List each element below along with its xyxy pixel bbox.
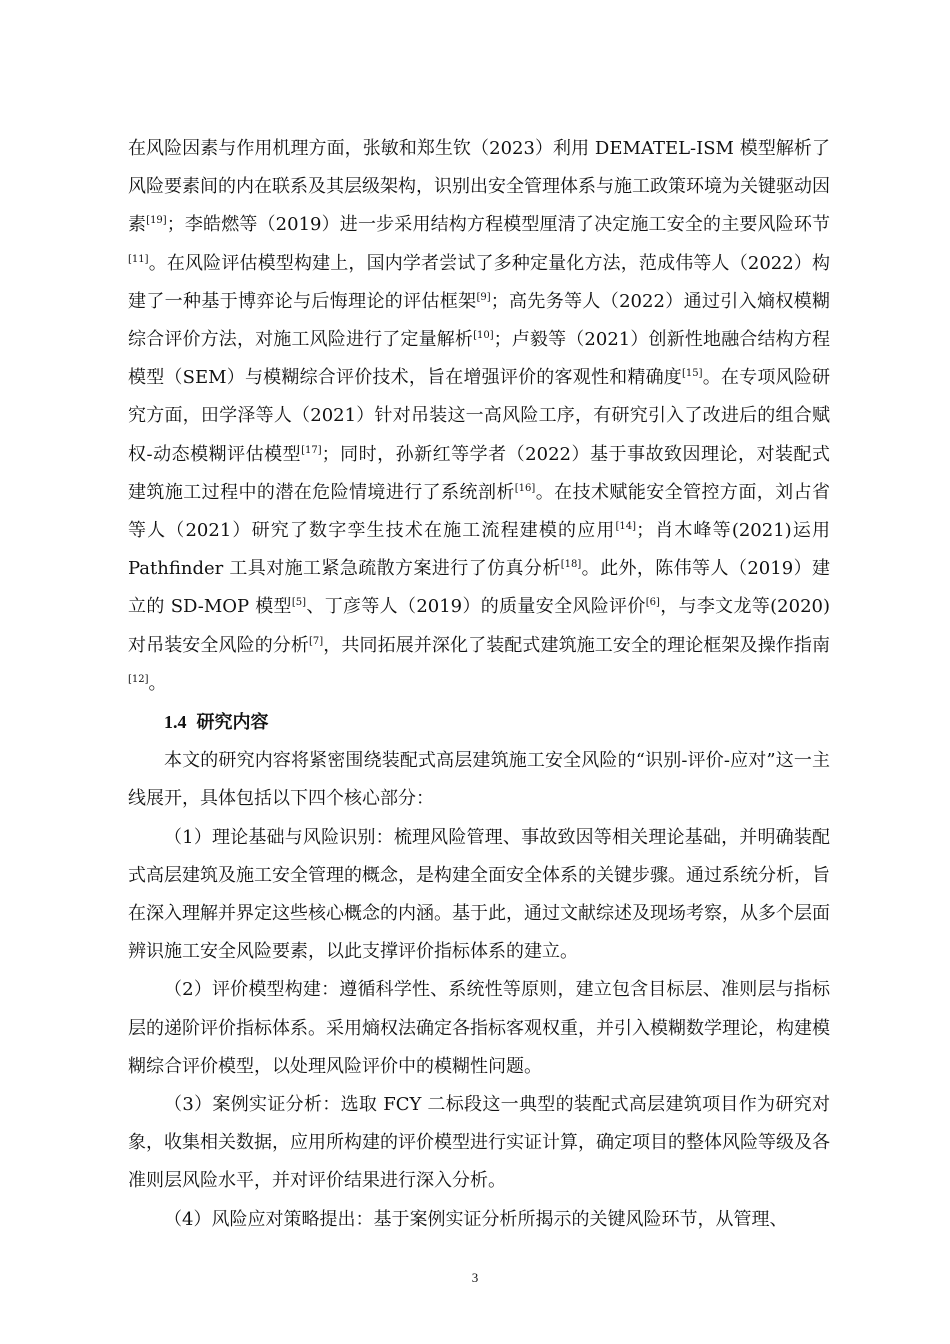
citation-ref: [5]	[291, 597, 307, 609]
text-run: 。在风险评估模型构建上，国内学者尝试了多种定量化方法，范成伟等人（2022）构建了一种基于博弈论与后悔理论的评估框架	[128, 252, 830, 312]
text-run: ，共同拓展并深化了装配式建筑施工安全的理论框架及操作指南	[323, 634, 831, 656]
text-run: 、丁彦等人（2019）的质量安全风险评价	[306, 596, 646, 618]
citation-ref: [15]	[682, 368, 703, 380]
citation-ref: [19]	[146, 215, 167, 227]
text-run: 。在专项风险研究方面，田学泽等人（2021）针对吊装这一高风险工序，有研究引入了改进后的组合赋权-动态模糊评估模型	[128, 367, 831, 465]
paragraph-intro: 本文的研究内容将紧密围绕装配式高层建筑施工安全风险的“识别-评价-应对”这一主线展开，具体包括以下四个核心部分：	[128, 750, 830, 810]
text-run: ；李皓燃等（2019）进一步采用结构方程模型厘清了决定施工安全的主要风险环节	[166, 214, 831, 236]
citation-ref: [10]	[473, 330, 494, 342]
paragraph-item-2: （2）评价模型构建：遵循科学性、系统性等原则，建立包含目标层、准则层与指标层的递阶评价指标体系。采用熵权法确定各指标客观权重，并引入模糊数学理论，构建模糊综合评价模型，以处理风险评价中的模糊性问题。	[128, 979, 830, 1077]
text-run: ；同时，孙新红等学者（2022）基于事故致因理论，对装配式建筑施工过程中的潜在危险情境进行了系统剖析	[128, 443, 830, 503]
text-run: ，与李文龙等(2020)对吊装安全风险的分析	[128, 596, 831, 656]
text-run: 。	[148, 672, 167, 694]
paragraph-item-1: （1）理论基础与风险识别：梳理风险管理、事故致因等相关理论基础，并明确装配式高层建筑及施工安全管理的概念，是构建全面安全体系的关键步骤。通过系统分析，旨在深入理解并界定这些核心概念的内涵。基于此，通过文献综述及现场考察，从多个层面辨识施工安全风险要素，以此支撑评价指标体系的建立。	[128, 826, 830, 963]
paragraph-item-4: （4）风险应对策略提出：基于案例实证分析所揭示的关键风险环节，从管理、	[164, 1208, 788, 1230]
section-number: 1.4	[164, 712, 187, 733]
text-run: ；高先务等人（2022）通过引入熵权模糊综合评价方法，对施工风险进行了定量解析	[128, 290, 831, 351]
citation-ref: [12]	[128, 673, 149, 685]
citation-ref: [11]	[128, 253, 149, 265]
citation-ref: [7]	[309, 635, 324, 647]
body-text	[128, 130, 830, 1239]
citation-ref: [6]	[645, 597, 660, 609]
text-run: ；肖木峰等(2021)运用 Pathfinder 工具对施工紧急疏散方案进行了仿真分析	[128, 520, 830, 580]
citation-ref: [14]	[615, 521, 637, 533]
citation-ref: [9]	[476, 291, 491, 303]
text-run: 。此外，陈伟等人（2019）建立的 SD-MOP 模型	[128, 558, 830, 618]
citation-ref: [16]	[514, 482, 536, 494]
paragraph-item-3: （3）案例实证分析：选取 FCY 二标段这一典型的装配式高层建筑项目作为研究对象，收集相关数据，应用所构建的评价模型进行实证计算，确定项目的整体风险等级及各准则层风险水平，并对评价结果进行深入分析。	[128, 1094, 830, 1192]
section-title: 研究内容	[196, 712, 269, 734]
paragraph-literature-review	[128, 130, 830, 703]
citation-ref: [18]	[560, 559, 582, 571]
section-heading	[128, 703, 830, 742]
text-run: 。在技术赋能安全管控方面，刘占省等人（2021）研究了数字孪生技术在施工流程建模的应用	[128, 481, 831, 542]
citation-ref: [17]	[301, 444, 322, 456]
text-run: 在风险因素与作用机理方面，张敏和郑生钦（2023）利用 DEMATEL-ISM 模型解析了风险要素间的内在联系及其层级架构，识别出安全管理体系与施工政策环境为关键驱动因素	[128, 138, 830, 236]
text-run: ；卢毅等（2021）创新性地融合结构方程模型（SEM）与模糊综合评价技术，旨在增强评价的客观性和精确度	[128, 329, 831, 389]
page-number: 3	[471, 1270, 479, 1285]
